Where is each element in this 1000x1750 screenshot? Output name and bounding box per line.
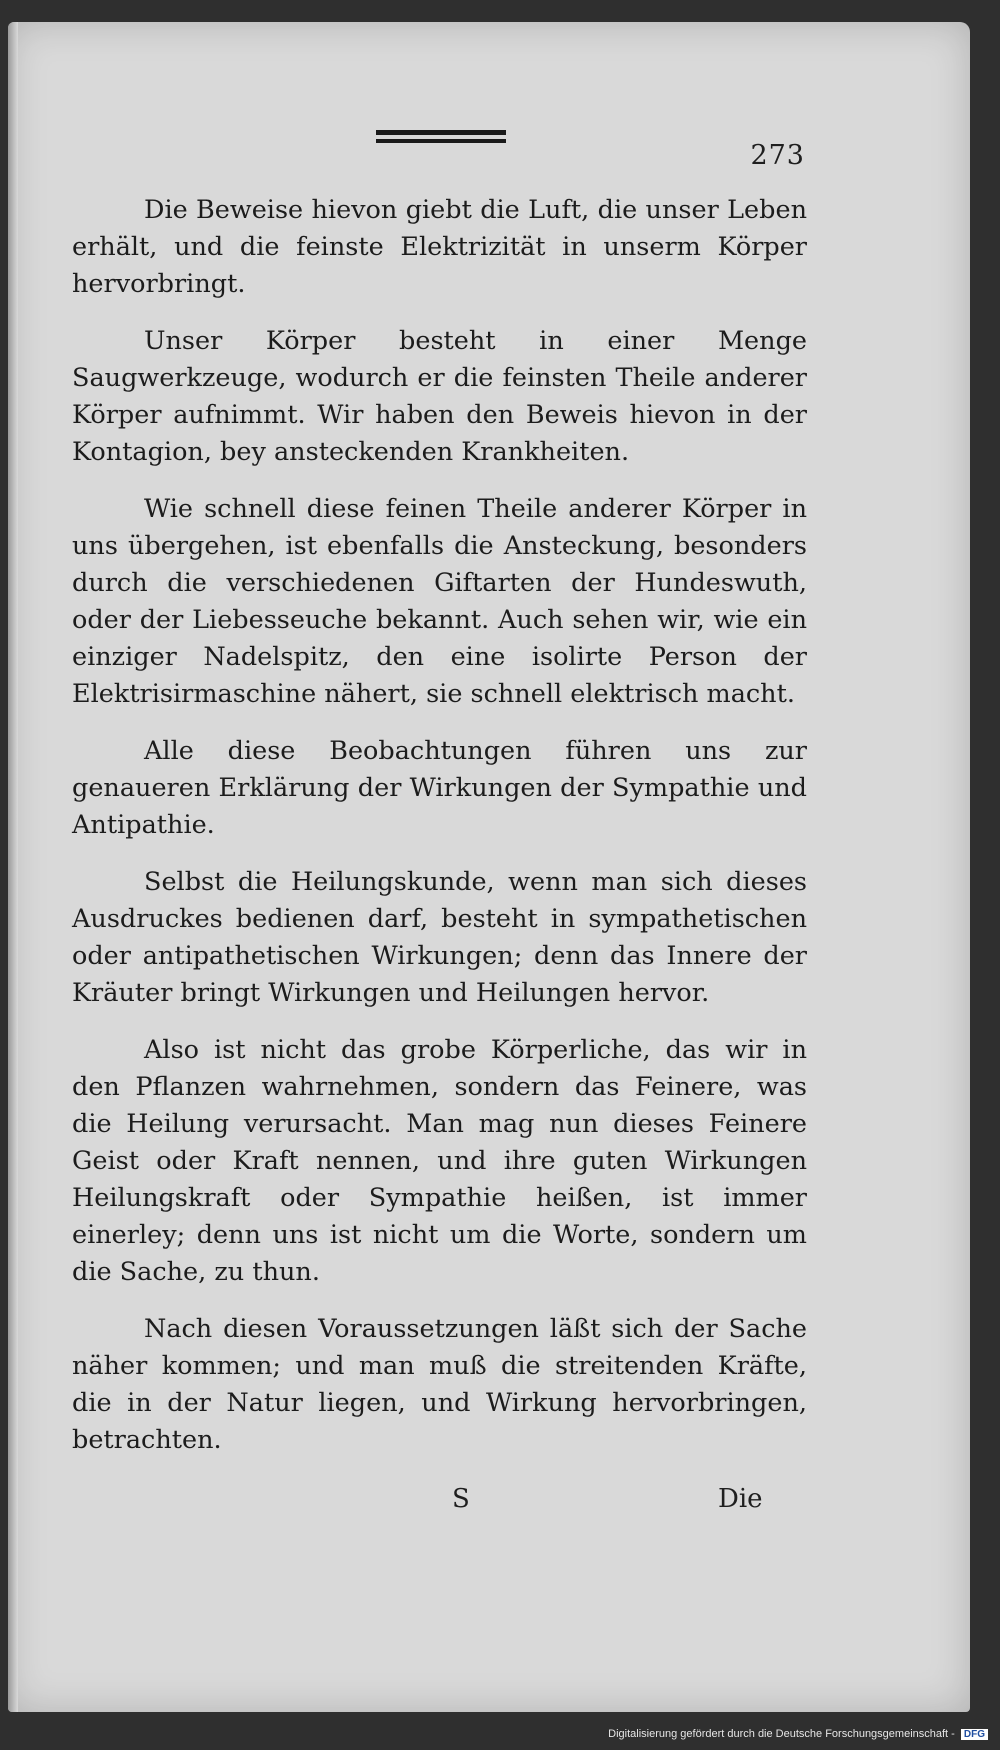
header-rule-thick (376, 130, 506, 135)
dfg-logo: DFG (961, 1729, 988, 1740)
paragraph: Nach diesen Voraussetzungen läßt sich der Sache näher kommen; und man muß die streitenden Kräfte, die in der Natur liegen, und Wirkung hervorbringen, betrachten. (72, 1314, 807, 1455)
paragraph: Also ist nicht das grobe Körperliche, das wir in den Pflanzen wahrnehmen, sondern das Feinere, was die Heilung verursacht. Man mag nun dieses Feinere Geist oder Kraft nennen, und ihre guten Wirkungen Heilungskraft oder Sympathie heißen, ist immer einerley; denn uns ist nicht um die Worte, sondern um die Sache, zu thun. (72, 1035, 807, 1287)
header-rule-thin (376, 139, 506, 143)
paragraph: Selbst die Heilungskunde, wenn man sich dieses Ausdruckes bedienen darf, besteht in sympathetischen oder antipathetischen Wirkungen; denn das Innere der Kräuter bringt Wirkungen und Heilungen hervor. (72, 867, 807, 1008)
header-double-rule (376, 130, 506, 144)
body-text (72, 192, 807, 1479)
signature-mark: S (452, 1484, 470, 1514)
catchword: Die (718, 1484, 763, 1514)
page-number: 273 (750, 140, 805, 171)
digitization-credit (608, 1728, 988, 1740)
paragraph: Unser Körper besteht in einer Menge Saugwerkzeuge, wodurch er die feinsten Theile anderer Körper aufnimmt. Wir haben den Beweis hievon in der Kontagion, bey ansteckenden Krankheiten. (72, 326, 807, 467)
paragraph: Wie schnell diese feinen Theile anderer Körper in uns übergehen, ist ebenfalls die Ansteckung, besonders durch die verschiedenen Giftarten der Hundeswuth, oder der Liebesseuche bekannt. Auch sehen wir, wie ein einziger Nadelspitz, den eine isolirte Person der Elektrisirmaschine nähert, sie schnell elektrisch macht. (72, 494, 807, 709)
paragraph: Die Beweise hievon giebt die Luft, die unser Leben erhält, und die feinste Elektrizität in unserm Körper hervorbringt. (72, 195, 807, 299)
credit-text: Digitalisierung gefördert durch die Deutsche Forschungsgemeinschaft - (608, 1728, 955, 1740)
paragraph: Alle diese Beobachtungen führen uns zur genaueren Erklärung der Wirkungen der Sympathie und Antipathie. (72, 736, 807, 840)
